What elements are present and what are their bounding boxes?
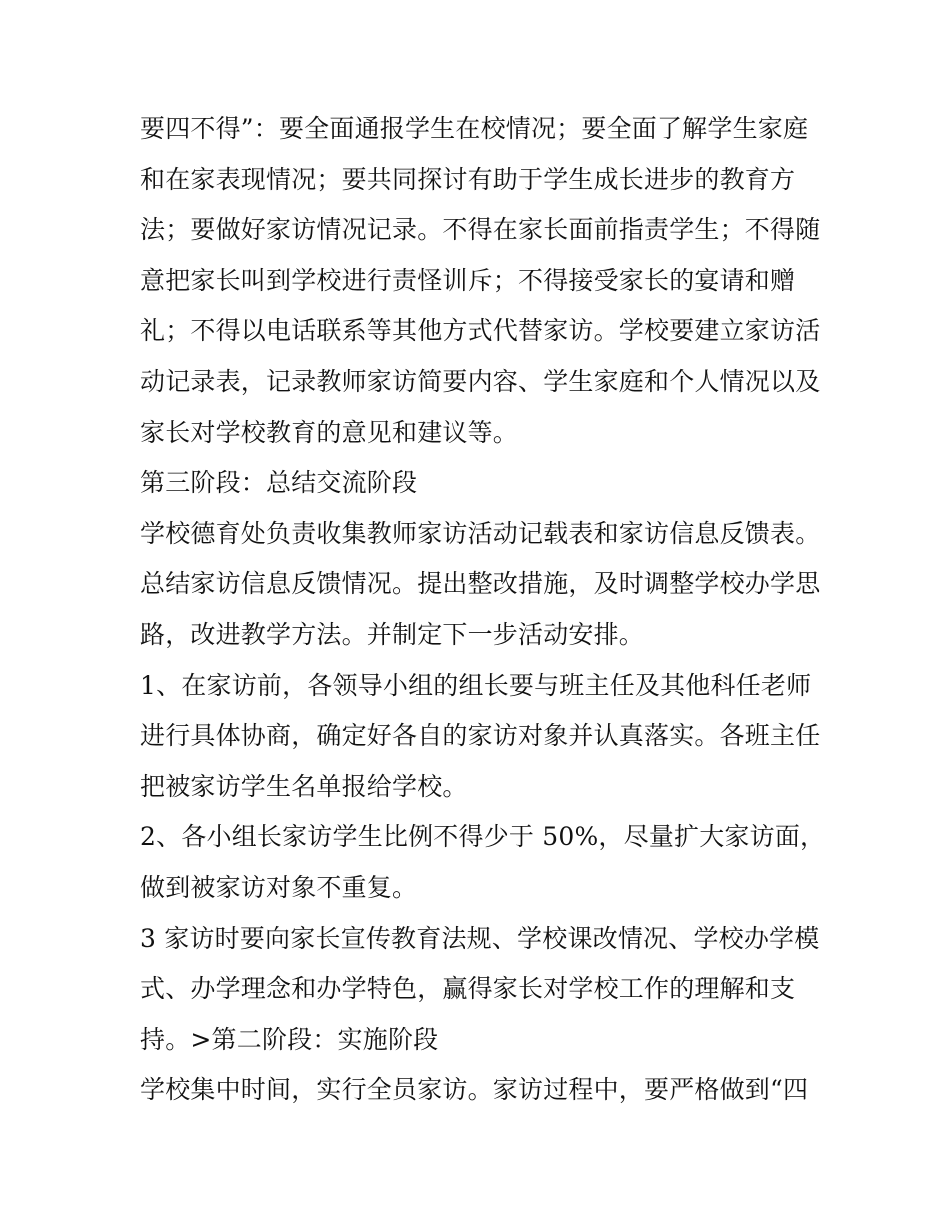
text-line: 路，改进教学方法。并制定下一步活动安排。 [140, 619, 645, 649]
section-heading: 第三阶段：总结交流阶段 [140, 468, 418, 498]
text-line: 动记录表，记录教师家访简要内容、学生家庭和个人情况以及 [140, 366, 821, 396]
text-line: 式、办学理念和办学特色，赢得家长对学校工作的理解和支 [140, 974, 796, 1004]
text-line: 进行具体协商，确定好各自的家访对象并认真落实。各班主任 [140, 721, 821, 751]
document-body [140, 104, 826, 1116]
text-line: 把被家访学生名单报给学校。 [140, 771, 468, 801]
text-line: 学校德育处负责收集教师家访活动记载表和家访信息反馈表。 [140, 518, 821, 548]
text-line: 做到被家访对象不重复。 [140, 872, 418, 902]
text-line: 学校集中时间，实行全员家访。家访过程中，要严格做到“四 [140, 1075, 809, 1105]
list-item-3: 3 家访时要向家长宣传教育法规、学校课改情况、学校办学模 [140, 923, 820, 953]
text-line: 总结家访信息反馈情况。提出整改措施，及时调整学校办学思 [140, 569, 821, 599]
text-line: 持。>第二阶段：实施阶段 [140, 1024, 439, 1054]
text-line: 法；要做好家访情况记录。不得在家长面前指责学生；不得随 [140, 215, 821, 245]
text-line: 意把家长叫到学校进行责怪训斥；不得接受家长的宴请和赠 [140, 265, 796, 295]
text-line: 和在家表现情况；要共同探讨有助于学生成长进步的教育方 [140, 164, 796, 194]
list-item-1: 1、在家访前，各领导小组的组长要与班主任及其他科任老师 [140, 670, 812, 700]
text-line: 家长对学校教育的意见和建议等。 [140, 417, 519, 447]
list-item-2: 2、各小组长家访学生比例不得少于 50%，尽量扩大家访面， [140, 822, 826, 852]
text-line: 要四不得”：要全面通报学生在校情况；要全面了解学生家庭 [140, 114, 809, 143]
text-line: 礼；不得以电话联系等其他方式代替家访。学校要建立家访活 [140, 316, 821, 346]
